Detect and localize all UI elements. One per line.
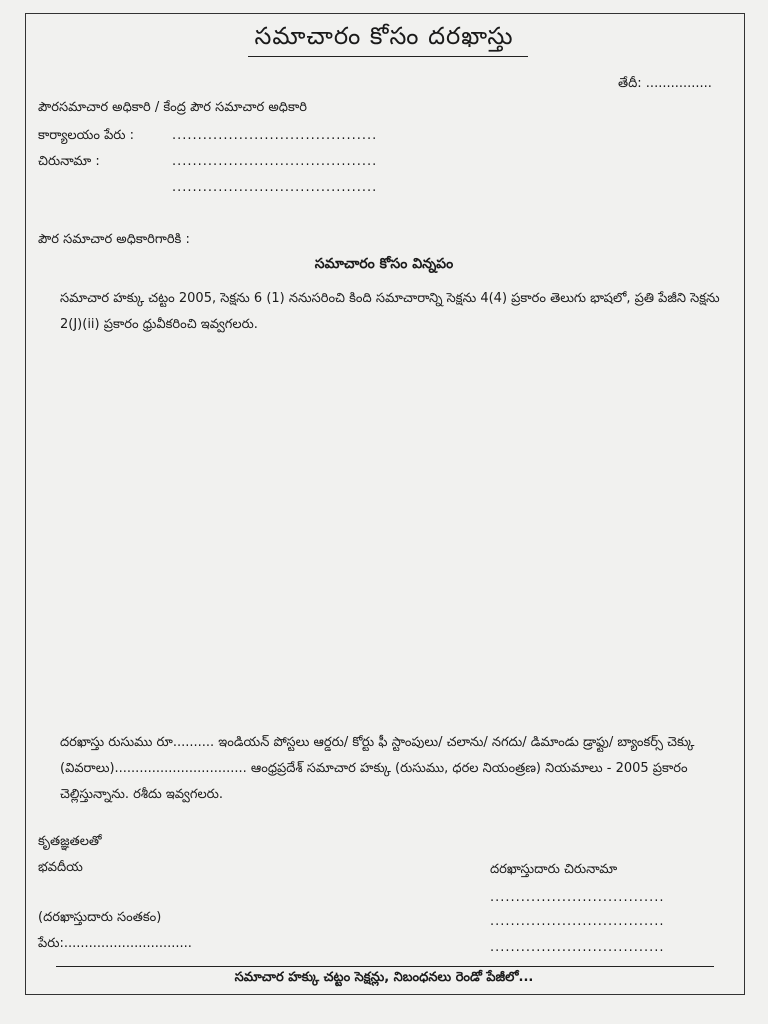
fee-paragraph: దరఖాస్తు రుసుము రూ.......... ఇండియన్ పోస్టలు ఆర్డరు/ కోర్టు ఫీ స్టాంపులు/ చలాను/ నగదు/ డిమాండు డ్రాఫ్టు/ బ్యాంకర్స్ చెక్కు (వివరాలు)................................ ఆంధ్రప్రదేశ్ సమాచార హక్కు (రుసుము, ధరల నియంత్రణ) నియమాలు - 2005 ప్రకారం చెల్లిస్తున్నాను. రశీదు ఇవ్వగలరు. — [60, 735, 695, 802]
address-value-1: ........................................ — [172, 154, 378, 169]
thanks-text: కృతజ్ఞతలతో — [38, 834, 102, 849]
office-name-value: ........................................ — [172, 128, 378, 143]
footer-separator — [56, 966, 714, 967]
address-label: చిరునామా : — [38, 154, 100, 169]
applicant-address-label: దరఖాస్తుదారు చిరునామా — [490, 862, 618, 877]
page-border — [25, 13, 745, 995]
request-heading: సమాచారం కోసం విన్నపం — [314, 256, 454, 272]
title-underline — [248, 56, 528, 57]
office-name-label: కార్యాలయం పేరు : — [38, 128, 135, 143]
yours-text: భవదీయ — [38, 860, 83, 875]
address-value-2: ........................................ — [172, 180, 378, 195]
applicant-address-line-2: .................................. — [490, 914, 665, 929]
salutation: పౌర సమాచార అధికారిగారికి : — [38, 232, 190, 247]
name-field: పేరు:............................... — [38, 936, 192, 951]
signature-label: (దరఖాస్తుదారు సంతకం) — [38, 910, 162, 925]
officer-line: పౌరసమాచార అధికారి / కేంద్ర పౌర సమాచార అధికారి — [38, 100, 307, 115]
request-body: సమాచార హక్కు చట్టం 2005, సెక్షను 6 (1) ననుసరించి కింది సమాచారాన్ని సెక్షను 4(4) ప్రకారం తెలుగు భాషలో, ప్రతి పేజీని సెక్షను 2(J)(ii) ప్రకారం ధ్రువీకరించి ఇవ్వగలరు. — [60, 291, 720, 332]
footer-note: సమాచార హక్కు చట్టం సెక్షన్లు, నిబంధనలు రెండో పేజీలో... — [234, 970, 534, 985]
date-field: తేదీ: ................ — [618, 76, 712, 91]
page-title: సమాచారం కోసం దరఖాస్తు — [254, 22, 514, 50]
applicant-address-line-3: .................................. — [490, 940, 665, 955]
applicant-address-line-1: .................................. — [490, 890, 665, 905]
